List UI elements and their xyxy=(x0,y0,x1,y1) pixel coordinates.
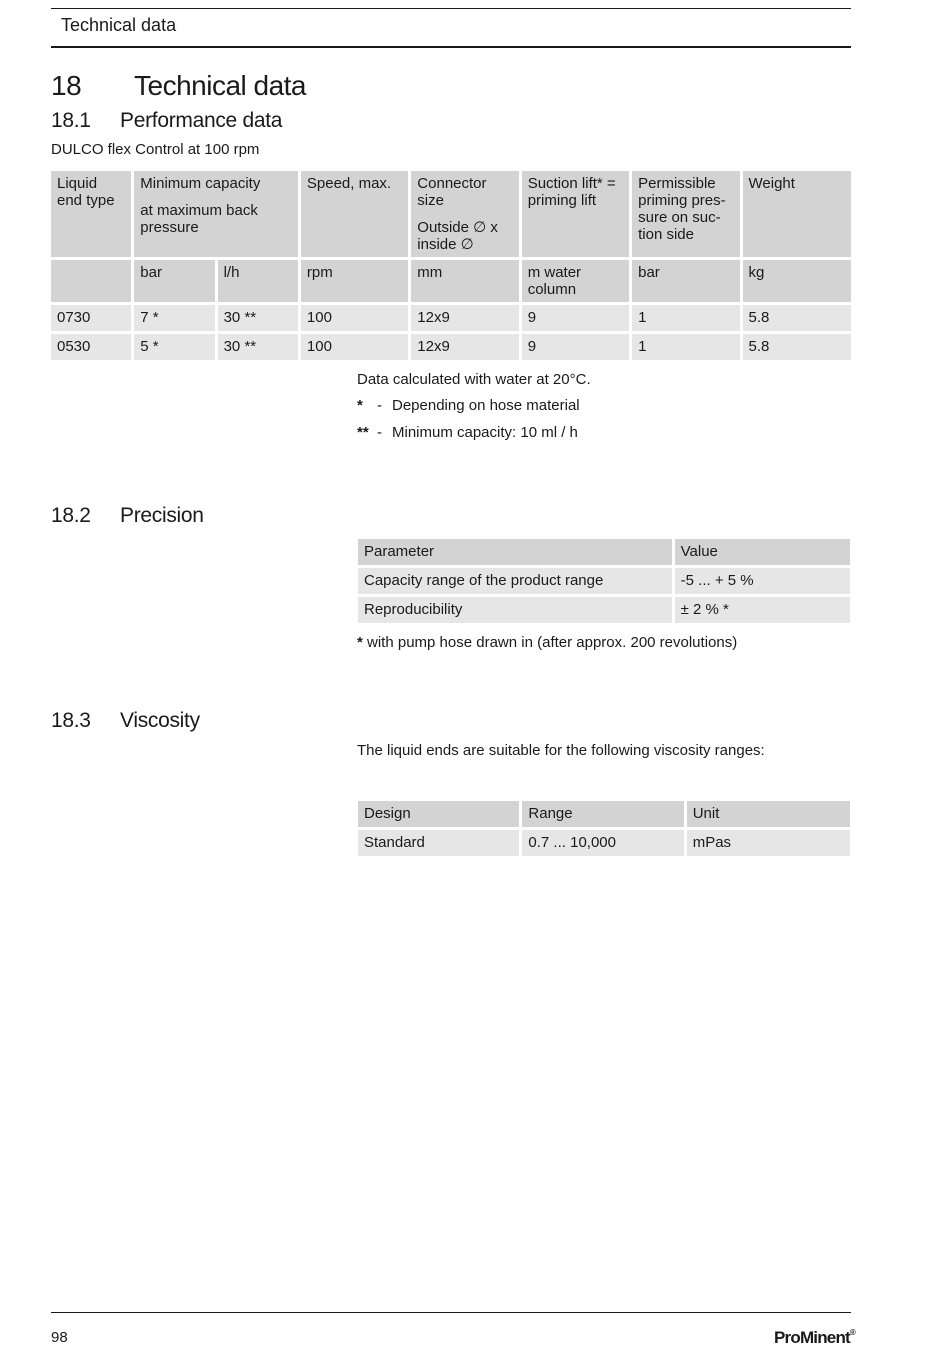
table-cell: 30 ** xyxy=(218,334,298,360)
unit-cell: bar xyxy=(632,260,739,302)
table-cell: Standard xyxy=(358,830,519,856)
section-title: Viscosity xyxy=(120,709,200,732)
performance-table xyxy=(48,168,854,363)
table-row xyxy=(51,334,851,360)
section-title: Precision xyxy=(120,504,204,527)
header-cell: Parameter xyxy=(358,539,672,565)
precision-table xyxy=(355,536,853,626)
footnote-text: with pump hose drawn in (after approx. 200 revolutions) xyxy=(362,634,738,651)
page-number: 98 xyxy=(51,1329,68,1346)
header-cell: Minimum capacity at maximum back pressure xyxy=(134,171,298,257)
header-top-rule xyxy=(51,8,851,9)
chapter-number: 18 xyxy=(51,70,82,101)
header-cell: Speed, max. xyxy=(301,171,408,257)
header-cell: Value xyxy=(675,539,850,565)
table-cell: Reproducibility xyxy=(358,597,672,623)
units-row xyxy=(51,260,851,302)
table-row xyxy=(358,568,850,594)
chapter-title: Technical data xyxy=(134,70,307,101)
section-number: 18.3 xyxy=(51,709,91,732)
header-cell: Connector size Outside ∅ x inside ∅ xyxy=(411,171,518,257)
header-bottom-rule xyxy=(51,46,851,48)
table-cell: 12x9 xyxy=(411,334,518,360)
table-cell: -5 ... + 5 % xyxy=(675,568,850,594)
section-title: Performance data xyxy=(120,109,283,132)
table-cell: 9 xyxy=(522,305,629,331)
table-cell: 7 * xyxy=(134,305,214,331)
footer-rule xyxy=(51,1312,851,1313)
header-cell: Unit xyxy=(687,801,850,827)
unit-cell: l/h xyxy=(218,260,298,302)
footnote-text: Depending on hose material xyxy=(392,397,580,414)
table-cell: 1 xyxy=(632,334,739,360)
header-cell: Weight xyxy=(743,171,851,257)
water-note: Data calculated with water at 20°C. xyxy=(357,371,591,388)
table-cell: 5 * xyxy=(134,334,214,360)
footnote-mark: ** xyxy=(357,424,369,441)
section-number: 18.2 xyxy=(51,504,91,527)
table-cell: Capacity range of the product range xyxy=(358,568,672,594)
unit-cell: mm xyxy=(411,260,518,302)
footnote-text: Minimum capacity: 10 ml / h xyxy=(392,424,578,441)
unit-cell: kg xyxy=(743,260,851,302)
running-header: Technical data xyxy=(61,15,177,35)
table-cell: ± 2 % * xyxy=(675,597,850,623)
table-cell: 100 xyxy=(301,334,408,360)
footnote-mark: * xyxy=(357,634,363,651)
brand-logo: ProMinent® xyxy=(774,1328,856,1347)
header-cell: Suction lift* = priming lift xyxy=(522,171,629,257)
precision-note xyxy=(357,634,737,651)
unit-cell: bar xyxy=(134,260,214,302)
header-cell: Permissible priming pres-sure on suc-tion side xyxy=(632,171,739,257)
table-row xyxy=(358,830,850,856)
table-cell: 100 xyxy=(301,305,408,331)
table-cell: 0730 xyxy=(51,305,131,331)
header-cell: Range xyxy=(522,801,683,827)
table-cell: 12x9 xyxy=(411,305,518,331)
section-number: 18.1 xyxy=(51,109,91,132)
viscosity-table xyxy=(355,798,853,859)
table-row xyxy=(358,597,850,623)
header-row xyxy=(358,539,850,565)
footnote-dash: - xyxy=(377,424,382,441)
table-cell: 5.8 xyxy=(743,334,851,360)
table-cell: 9 xyxy=(522,334,629,360)
header-row xyxy=(51,171,851,257)
unit-cell xyxy=(51,260,131,302)
table-cell: 1 xyxy=(632,305,739,331)
table-cell: 30 ** xyxy=(218,305,298,331)
header-row xyxy=(358,801,850,827)
table-cell: mPas xyxy=(687,830,850,856)
header-cell: Liquid end type xyxy=(51,171,131,257)
footnote-dash: - xyxy=(377,397,382,414)
table-cell: 5.8 xyxy=(743,305,851,331)
viscosity-intro: The liquid ends are suitable for the following viscosity ranges: xyxy=(357,742,765,759)
table-cell: 0.7 ... 10,000 xyxy=(522,830,683,856)
table-caption: DULCO flex Control at 100 rpm xyxy=(51,141,260,158)
footnote-mark: * xyxy=(357,397,363,414)
unit-cell: m water column xyxy=(522,260,629,302)
header-cell: Design xyxy=(358,801,519,827)
table-row xyxy=(51,305,851,331)
unit-cell: rpm xyxy=(301,260,408,302)
table-cell: 0530 xyxy=(51,334,131,360)
